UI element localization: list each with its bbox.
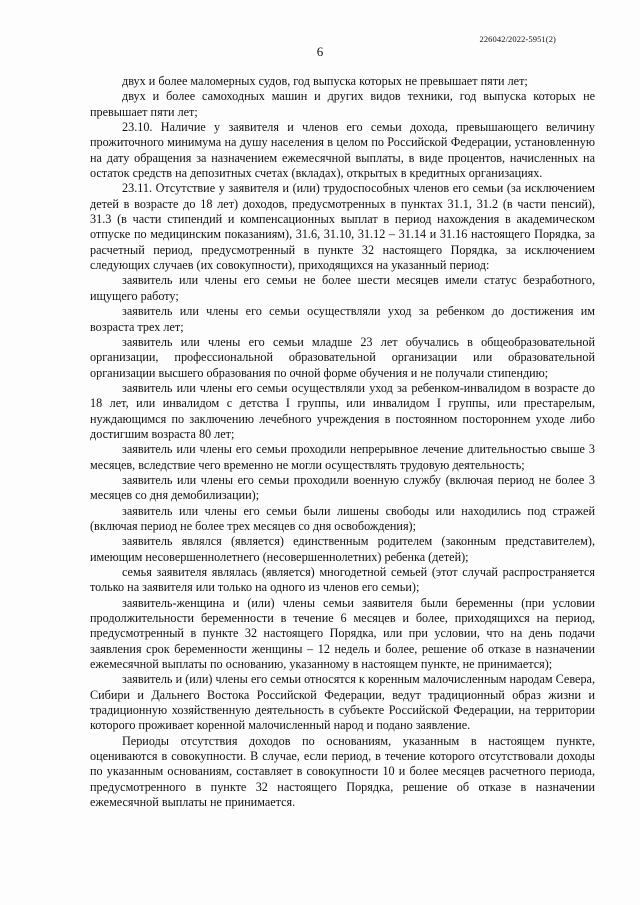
- paragraph: заявитель или члены его семьи осуществляли уход за ребенком-инвалидом в возрасте до 18 лет, или инвалидом с детства I группы, или инвалидом I группы, или престарелым, нуждающимся по заключению лечебного учреждения в постоянном постороннем уходе либо достигшим возраста 80 лет;: [90, 380, 595, 441]
- paragraph: заявитель или члены его семьи не более шести месяцев имели статус безработного, ищущего работу;: [90, 273, 595, 303]
- paragraph: заявитель и (или) члены его семьи относятся к коренным малочисленным народам Севера, Сибири и Дальнего Востока Российской Федерации, ведут традиционный образ жизни и традиционную хозяйственную деятельность в субъекте Российской Федерации, на территории которого проживает коренной малочисленный народ и подано заявление.: [90, 672, 595, 733]
- paragraph: семья заявителя являлась (является) многодетной семьей (этот случай распространяется только на заявителя или только на одного из членов его семьи);: [90, 565, 595, 595]
- paragraph: 23.10. Наличие у заявителя и членов его семьи дохода, превышающего величину прожиточного минимума на душу населения в целом по Российской Федерации, установленную на дату обращения за назначением ежемесячной выплаты, в виде процентов, начисленных на остаток средств на депозитных счетах (вкладах), открытых в кредитных организациях.: [90, 120, 595, 181]
- paragraph: заявитель или члены его семьи проходили непрерывное лечение длительностью свыше 3 месяцев, вследствие чего временно не могли осуществлять трудовую деятельность;: [90, 442, 595, 472]
- paragraph: заявитель или члены его семьи были лишены свободы или находились под стражей (включая период не более трех месяцев со дня освобождения);: [90, 503, 595, 533]
- paragraph: двух и более маломерных судов, год выпуска которых не превышает пяти лет;: [122, 74, 528, 88]
- paragraph: заявитель являлся (является) единственным родителем (законным представителем), имеющим несовершеннолетнего (несовершеннолетних) ребенка (детей);: [90, 534, 595, 564]
- paragraph: заявитель или члены его семьи осуществляли уход за ребенком до достижения им возраста трех лет;: [90, 304, 595, 334]
- document-id: 226042/2022-5951(2): [479, 34, 556, 44]
- paragraph: Периоды отсутствия доходов по основаниям, указанным в настоящем пункте, оцениваются в совокупности. В случае, если период, в течение которого отсутствовали доходы по указанным основаниям, составляет в совокупности 10 и более месяцев расчетного периода, предусмотренного в пункте 32 настоящего Порядка, решение об отказе в назначении ежемесячной выплаты не принимается.: [90, 733, 595, 810]
- document-body: [90, 74, 595, 811]
- paragraph: 23.11. Отсутствие у заявителя и (или) трудоспособных членов его семьи (за исключением детей в возрасте до 18 лет) доходов, предусмотренных в пунктах 31.1, 31.2 (в части пенсий), 31.3 (в части стипендий и компенсационных выплат в период нахождения в академическом отпуске по медицинским показаниям), 31.6, 31.10, 31.12 – 31.14 и 31.16 настоящего Порядка, за расчетный период, предусмотренный в пункте 32 настоящего Порядка, за исключением следующих случаев (их совокупности), приходящихся на указанный период:: [90, 181, 595, 273]
- paragraph: двух и более самоходных машин и других видов техники, год выпуска которых не превышает пяти лет;: [90, 89, 595, 119]
- page-number: 6: [316, 44, 324, 59]
- paragraph: заявитель или члены его семьи проходили военную службу (включая период не более 3 месяцев со дня демобилизации);: [90, 472, 595, 503]
- paragraph: заявитель или члены его семьи младше 23 лет обучались в общеобразовательной организации, профессиональной образовательной организации или образовательной организации высшего образования по очной форме обучения и не получали стипендию;: [90, 334, 595, 380]
- paragraph: заявитель-женщина и (или) члены семьи заявителя были беременны (при условии продолжительности беременности в течение 6 месяцев и более, приходящихся на период, предусмотренный в пункте 32 настоящего Порядка, или при условии, что на день подачи заявления срок беременности женщины – 12 недель и более, решение об отказе в назначении ежемесячной выплаты по основанию, указанному в настоящем пункте, не принимается);: [90, 595, 595, 672]
